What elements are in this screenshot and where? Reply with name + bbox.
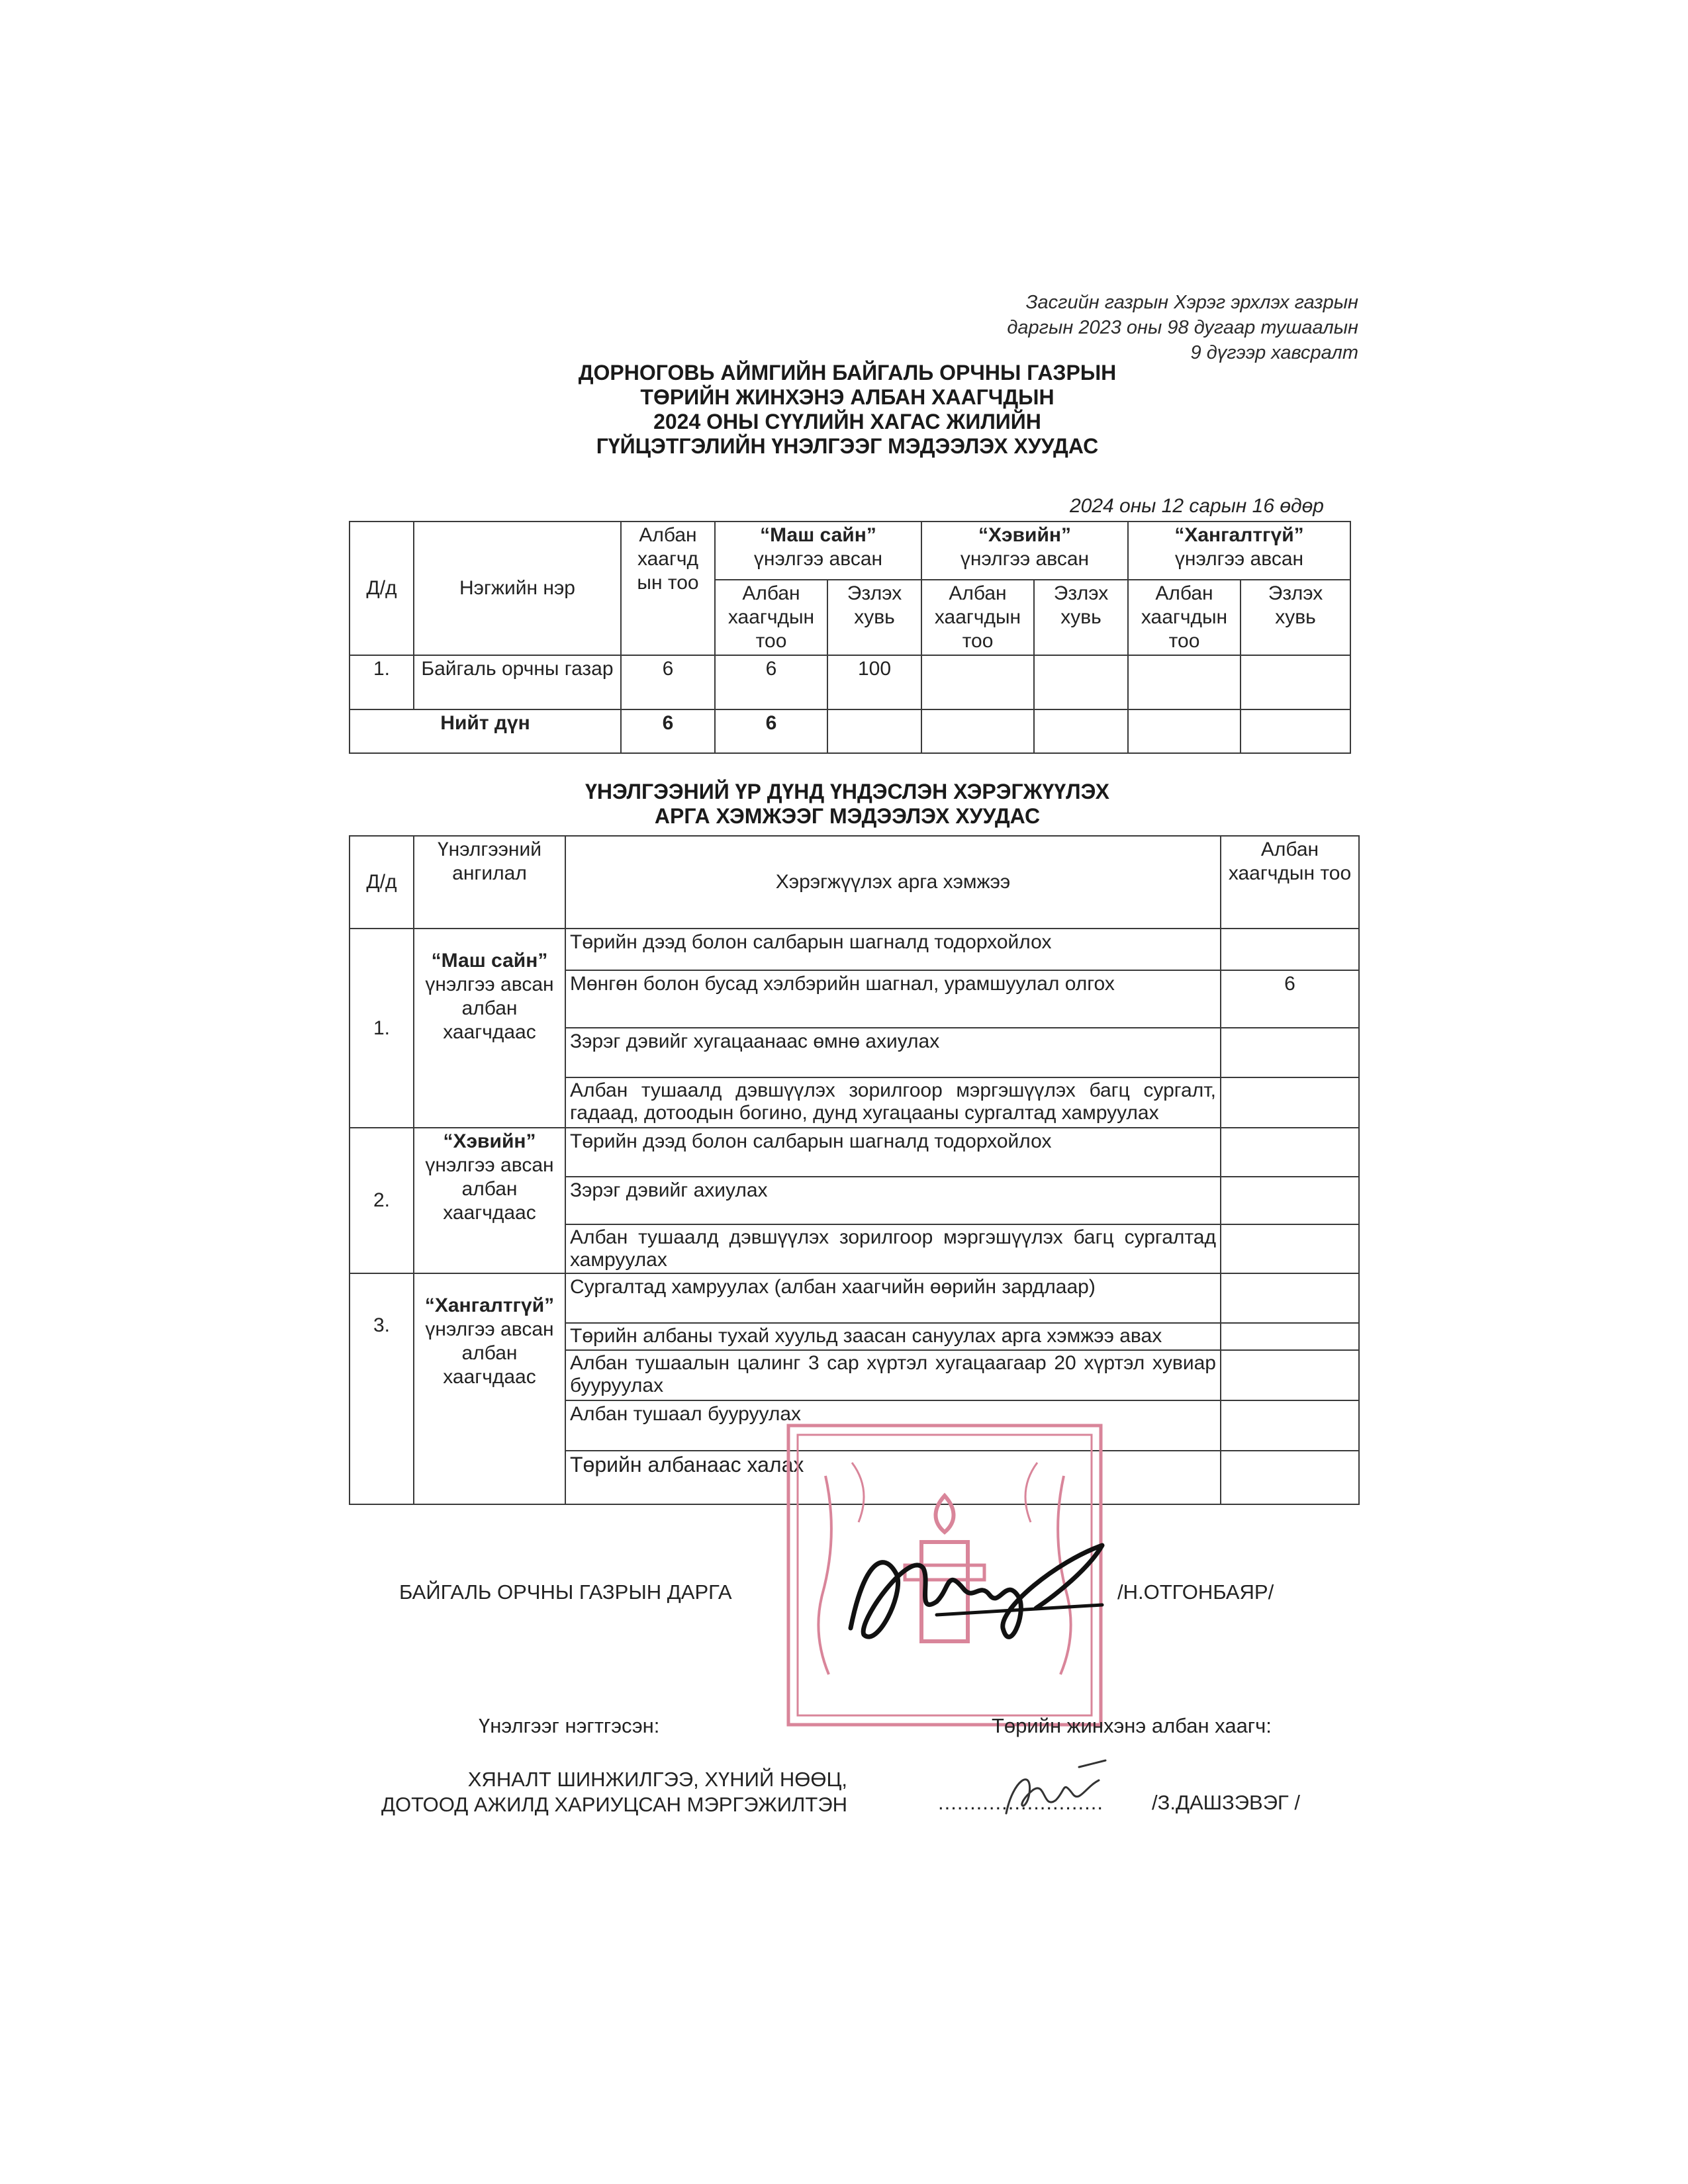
director-signature — [837, 1522, 1115, 1674]
row1-g1-pct: 100 — [827, 655, 921, 709]
total-g3-count — [1128, 709, 1241, 753]
t1-header-group-1 — [715, 522, 921, 580]
g1-measure-2: Мөнгөн болон бусад хэлбэрийн шагнал, урамшуулал олгох — [565, 970, 1221, 1028]
g3-title: “Хангалтгүй” — [1174, 524, 1304, 546]
g1-category-title: “Маш сайн” — [431, 950, 548, 972]
table-row — [350, 1128, 1359, 1177]
total-count: 6 — [621, 709, 715, 753]
row1-g2-count — [921, 655, 1034, 709]
g1-category-rest: үнэлгээ авсан албан хаагчдаас — [425, 974, 554, 1043]
g3-sub-count: Албан хаагчдын тоо — [1128, 580, 1241, 655]
g2-category-title: “Хэвийн” — [443, 1130, 536, 1152]
g1-category — [414, 929, 565, 1128]
table-row-total — [350, 709, 1350, 753]
g1-measure-3-count — [1221, 1028, 1359, 1077]
t1-header-num: Д/д — [350, 522, 414, 655]
g2-measure-1-count — [1221, 1128, 1359, 1177]
annex-line-3: 9 дүгээр хавсралт — [1190, 342, 1358, 363]
g3-num: 3. — [350, 1273, 414, 1504]
t1-header-unit: Нэгжийн нэр — [414, 522, 621, 655]
g3-measure-4: Албан тушаал бууруулах — [565, 1400, 1221, 1451]
title-line-3: 2024 ОНЫ СҮҮЛИЙН ХАГАС ЖИЛИЙН — [653, 410, 1041, 433]
g2-measure-2-count — [1221, 1177, 1359, 1224]
g2-measure-3: Албан тушаалд дэвшүүлэх зорилгоор мэргэшүүлэх багц сургалтад хамруулах — [565, 1224, 1221, 1273]
row1-count: 6 — [621, 655, 715, 709]
specialist-signature-line: .......................... — [938, 1791, 1103, 1814]
employee-label: Төрийн жинхэнэ албан хаагч: — [992, 1714, 1272, 1737]
annex-line-2: даргын 2023 оны 98 дугаар тушаалын — [1007, 317, 1358, 338]
g3-category-rest: үнэлгээ авсан албан хаагчдаас — [425, 1318, 554, 1388]
total-g1-count: 6 — [715, 709, 827, 753]
row1-g3-count — [1128, 655, 1241, 709]
g1-measure-3: Зэрэг дэвийг хугацаанаас өмнө ахиулах — [565, 1028, 1221, 1077]
g1-measure-1: Төрийн дээд болон салбарын шагналд тодорхойлох — [565, 929, 1221, 970]
g1-sub-count: Албан хаагчдын тоо — [715, 580, 827, 655]
g1-sub: үнэлгээ авсан — [753, 548, 883, 570]
document-date: 2024 оны 12 сарын 16 өдөр — [1069, 495, 1324, 517]
specialist-title — [318, 1767, 847, 1817]
g3-measure-5: Төрийн албанаас халах — [565, 1451, 1221, 1504]
annex-line-1: Засгийн газрын Хэрэг эрхлэх газрын — [1025, 292, 1358, 313]
g3-measure-2-count — [1221, 1323, 1359, 1350]
g3-measure-3-count — [1221, 1350, 1359, 1400]
t2-header-num: Д/д — [350, 836, 414, 929]
g1-sub-pct: Эзлэх хувь — [827, 580, 921, 655]
g2-num: 2. — [350, 1128, 414, 1273]
g1-measure-4-count — [1221, 1077, 1359, 1128]
total-g3-pct — [1241, 709, 1350, 753]
g2-sub: үнэлгээ авсан — [960, 548, 1090, 570]
title-line-4: ГҮЙЦЭТГЭЛИЙН ҮНЭЛГЭЭГ МЭДЭЭЛЭХ ХУУДАС — [596, 434, 1099, 458]
g2-measure-1: Төрийн дээд болон салбарын шагналд тодорхойлох — [565, 1128, 1221, 1177]
g2-category — [414, 1128, 565, 1273]
g2-measure-3-count — [1221, 1224, 1359, 1273]
specialist-line-1: ХЯНАЛТ ШИНЖИЛГЭЭ, ХҮНИЙ НӨӨЦ, — [467, 1768, 847, 1791]
specialist-name: /З.ДАШЗЭВЭГ / — [1152, 1791, 1301, 1814]
t2-header-measure: Хэрэгжүүлэх арга хэмжээ — [565, 836, 1221, 929]
reviewer-label: Үнэлгээг нэгтгэсэн: — [479, 1714, 660, 1737]
t2-header-category: Үнэлгээний ангилал — [414, 836, 565, 929]
t1-header-count: Албан хаагчд ын тоо — [621, 522, 715, 655]
g3-measure-1-count — [1221, 1273, 1359, 1323]
g1-measure-2-count: 6 — [1221, 970, 1359, 1028]
assessment-summary-table — [349, 521, 1351, 754]
g3-measure-4-count — [1221, 1400, 1359, 1451]
table-row — [350, 929, 1359, 970]
director-name: /Н.ОТГОНБАЯР/ — [1117, 1580, 1274, 1604]
g2-title: “Хэвийн” — [978, 524, 1072, 546]
g3-measure-3: Албан тушаалын цалинг 3 сар хүртэл хугацаагаар 20 хүртэл хувиар бууруулах — [565, 1350, 1221, 1400]
specialist-line-2: ДОТООД АЖИЛД ХАРИУЦСАН МЭРГЭЖИЛТЭН — [381, 1793, 847, 1816]
measures-title-line-1: ҮНЭЛГЭЭНИЙ ҮР ДҮНД ҮНДЭСЛЭН ХЭРЭГЖҮҮЛЭХ — [585, 780, 1109, 803]
g1-measure-4: Албан тушаалд дэвшүүлэх зорилгоор мэргэшүүлэх багц сургалт, гадаад, дотоодын богино, дунд хугацааны сургалтад хамруулах — [565, 1077, 1221, 1128]
row1-g3-pct — [1241, 655, 1350, 709]
annex-reference — [794, 290, 1358, 365]
title-line-1: ДОРНОГОВЬ АЙМГИЙН БАЙГАЛЬ ОРЧНЫ ГАЗРЫН — [578, 361, 1117, 385]
g3-sub-pct: Эзлэх хувь — [1241, 580, 1350, 655]
total-label: Нийт дүн — [350, 709, 621, 753]
g2-measure-2: Зэрэг дэвийг ахиулах — [565, 1177, 1221, 1224]
specialist-signature — [993, 1754, 1112, 1827]
g2-sub-count: Албан хаагчдын тоо — [921, 580, 1034, 655]
row1-unit: Байгаль орчны газар — [414, 655, 621, 709]
document-title — [463, 361, 1231, 459]
table-row — [350, 655, 1350, 709]
row1-num: 1. — [350, 655, 414, 709]
total-g1-pct — [827, 709, 921, 753]
t2-header-count: Албан хаагчдын тоо — [1221, 836, 1359, 929]
row1-g1-count: 6 — [715, 655, 827, 709]
g2-category-rest: үнэлгээ авсан албан хаагчдаас — [425, 1154, 554, 1224]
t1-header-group-2 — [921, 522, 1128, 580]
total-g2-count — [921, 709, 1034, 753]
g3-sub: үнэлгээ авсан — [1174, 548, 1304, 570]
table-row — [350, 1273, 1359, 1323]
t1-header-group-3 — [1128, 522, 1350, 580]
g3-measure-2: Төрийн албаны тухай хуульд заасан сануулах арга хэмжээ авах — [565, 1323, 1221, 1350]
g3-measure-1: Сургалтад хамруулах (албан хаагчийн өөрийн зардлаар) — [565, 1273, 1221, 1323]
g2-sub-pct: Эзлэх хувь — [1034, 580, 1128, 655]
total-g2-pct — [1034, 709, 1128, 753]
g3-category — [414, 1273, 565, 1504]
director-title: БАЙГАЛЬ ОРЧНЫ ГАЗРЫН ДАРГА — [399, 1580, 732, 1604]
g1-num: 1. — [350, 929, 414, 1128]
g3-category-title: “Хангалтгүй” — [424, 1295, 555, 1316]
g3-measure-5-count — [1221, 1451, 1359, 1504]
measures-title — [463, 780, 1231, 829]
measures-title-line-2: АРГА ХЭМЖЭЭГ МЭДЭЭЛЭХ ХУУДАС — [654, 804, 1041, 828]
row1-g2-pct — [1034, 655, 1128, 709]
g1-measure-1-count — [1221, 929, 1359, 970]
g1-title: “Маш сайн” — [760, 524, 876, 546]
title-line-2: ТӨРИЙН ЖИНХЭНЭ АЛБАН ХААГЧДЫН — [640, 385, 1055, 409]
measures-table — [349, 835, 1360, 1505]
